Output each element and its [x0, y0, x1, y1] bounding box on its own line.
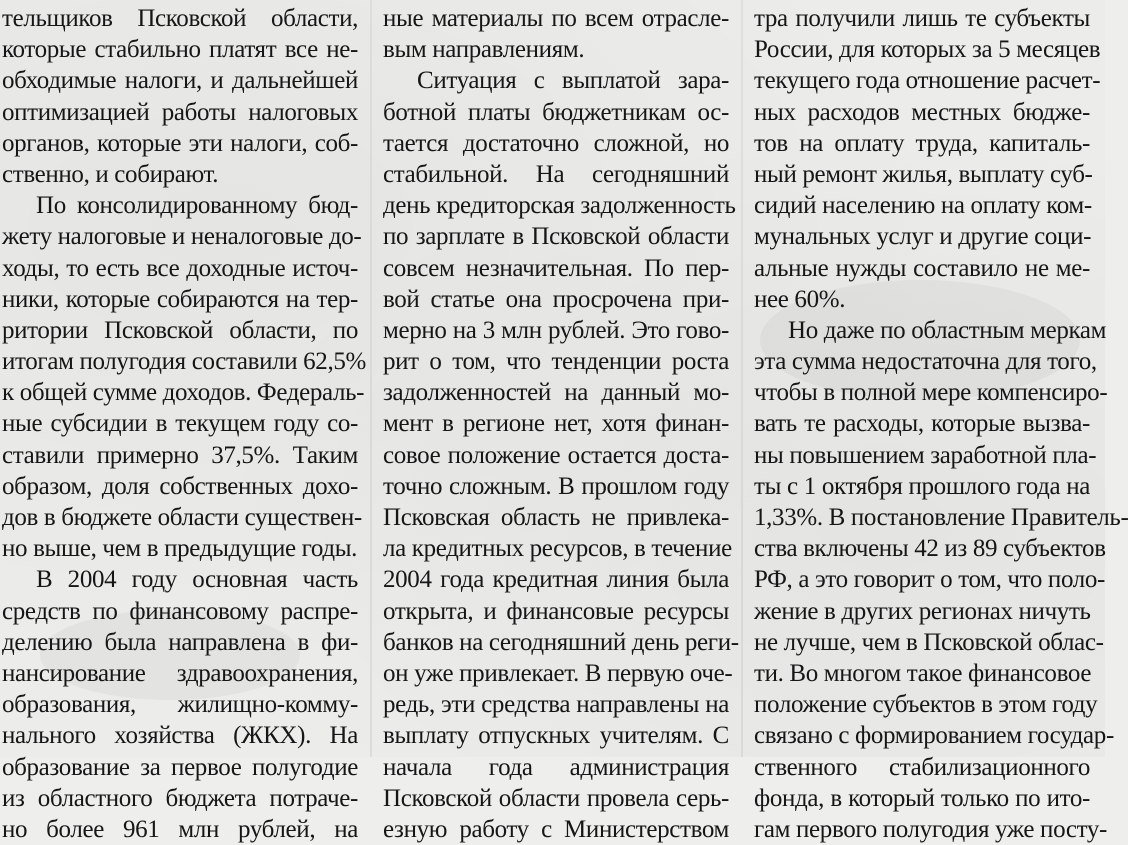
text-line: точно сложным. В прошлом году: [383, 472, 729, 500]
article-column-1: [2, 3, 366, 843]
text-line: связано с формированием государ-: [754, 722, 1114, 750]
text-line: ны повышением заработной пла-: [754, 441, 1097, 469]
text-line: начала года администрация: [383, 753, 729, 781]
text-line: оптимизацией работы налоговых: [2, 98, 358, 126]
text-line: дов в бюджете области существен-: [2, 504, 362, 531]
text-line: итогам полугодия составили 62,5%: [2, 348, 366, 376]
text-line: вой статье она просрочена при-: [383, 285, 729, 313]
text-line: ства включены 42 из 89 субъектов: [754, 535, 1106, 563]
text-line: эта сумма недостаточна для того,: [754, 348, 1097, 376]
text-line: ти. Во многом такое финансовое: [754, 659, 1092, 687]
text-line: езную работу с Министерством: [383, 815, 729, 843]
text-line: задолженностей на данный мо-: [383, 379, 729, 407]
text-line: рит о том, что тенденции роста: [383, 348, 729, 376]
text-line: ные материалы по всем отрасле-: [383, 5, 729, 32]
text-line: он уже привлекает. В первую оче-: [383, 659, 733, 687]
text-line: редь, эти средства направлены на: [383, 691, 729, 719]
text-line: нального хозяйства (ЖКХ). На: [2, 722, 358, 750]
column-gutter: [370, 0, 372, 757]
text-line: 2004 года кредитная линия была: [383, 566, 729, 594]
text-line: не лучше, чем в Псковской облас-: [754, 628, 1104, 656]
text-line: делению была направлена в фи-: [2, 628, 358, 656]
text-line: ные субсидии в текущем году со-: [2, 410, 358, 438]
text-line: ботной платы бюджетникам ос-: [383, 98, 729, 126]
text-line: По консолидированному бюд-: [36, 192, 358, 220]
text-line: по зарплате в Псковской области: [383, 223, 729, 251]
text-line: альные нужды составило не ме-: [754, 254, 1090, 282]
text-line: фонда, в который только по ито-: [754, 784, 1090, 812]
text-line: ты с 1 октября прошлого года на: [754, 472, 1090, 500]
text-line: положение субъектов в этом году: [754, 691, 1098, 719]
text-line: ставили примерно 37,5%. Таким: [2, 441, 358, 469]
text-line: совсем незначительная. По пер-: [383, 254, 729, 282]
text-line: средств по финансовому распре-: [2, 597, 358, 625]
text-line: мунальных услуг и другие соци-: [754, 223, 1092, 251]
text-line: вать те расходы, которые вызва-: [754, 410, 1090, 438]
text-line: органов, которые эти налоги, соб-: [2, 129, 358, 157]
text-line: РФ, а это говорит о том, что поло-: [754, 566, 1106, 594]
text-line: стабильной. На сегодняшний: [383, 160, 729, 188]
text-line: ходы, то есть все доходные источ-: [2, 254, 358, 282]
text-line: из областного бюджета потраче-: [2, 784, 358, 812]
text-line: тра получили лишь те субъекты: [754, 5, 1090, 32]
text-line: текущего года отношение расчет-: [754, 67, 1101, 95]
text-line: совое положение остается доста-: [383, 441, 729, 469]
article-column-3: [754, 3, 1128, 843]
text-line: но более 961 млн рублей, на: [2, 815, 358, 843]
text-line: тельщиков Псковской области,: [2, 5, 358, 32]
text-line: Псковской области провела серь-: [383, 784, 729, 812]
text-line: тается достаточно сложной, но: [383, 129, 729, 157]
text-line: жение в других регионах ничуть: [754, 597, 1091, 625]
text-line: жету налоговые и неналоговые до-: [2, 223, 362, 251]
text-line: Но даже по областным меркам: [788, 316, 1107, 344]
text-line: открыта, и финансовые ресурсы: [383, 597, 729, 625]
text-line: Ситуация с выплатой зара-: [417, 67, 729, 95]
text-line: 1,33%. В постановление Правитель-: [754, 504, 1128, 531]
text-line: обходимые налоги, и дальнейшей: [2, 67, 358, 95]
text-line: образование за первое полугодие: [2, 753, 358, 781]
text-line: образования, жилищно-комму-: [2, 691, 358, 719]
text-line: вым направлениям.: [383, 36, 585, 64]
text-line: мент в регионе нет, хотя финан-: [383, 410, 729, 438]
column-gutter: [741, 0, 743, 757]
text-line: ный ремонт жилья, выплату суб-: [754, 160, 1093, 188]
text-line: чтобы в полной мере компенсиро-: [754, 379, 1108, 407]
text-line: ритории Псковской области, по: [2, 316, 358, 344]
text-line: нансирование здравоохранения,: [2, 659, 358, 687]
text-line: но выше, чем в предыдущие годы.: [2, 535, 358, 563]
text-line: России, для которых за 5 месяцев: [754, 36, 1101, 64]
article-column-2: [383, 3, 739, 843]
text-line: ственно, и собирают.: [2, 160, 219, 188]
text-line: ственного стабилизационного: [754, 753, 1090, 781]
text-line: ных расходов местных бюдже-: [754, 98, 1090, 126]
text-line: день кредиторская задолженность: [383, 192, 736, 220]
text-line: к общей сумме доходов. Федераль-: [2, 379, 365, 407]
text-line: банков на сегодняшний день реги-: [383, 628, 739, 656]
text-line: тов на оплату труда, капиталь-: [754, 129, 1090, 157]
text-line: образом, доля собственных дохо-: [2, 472, 358, 500]
text-line: сидий населению на оплату ком-: [754, 192, 1092, 220]
text-line: которые стабильно платят все не-: [2, 36, 358, 64]
text-line: ники, которые собираются на тер-: [2, 285, 358, 313]
text-line: гам первого полугодия уже посту-: [754, 815, 1107, 843]
text-line: мерно на 3 млн рублей. Это гово-: [383, 316, 729, 344]
text-line: выплату отпускных учителям. С: [383, 722, 729, 750]
text-line: нее 60%.: [754, 285, 846, 313]
text-line: Псковская область не привлека-: [383, 504, 729, 531]
text-line: В 2004 году основная часть: [36, 566, 358, 594]
text-line: ла кредитных ресурсов, в течение: [383, 535, 732, 563]
